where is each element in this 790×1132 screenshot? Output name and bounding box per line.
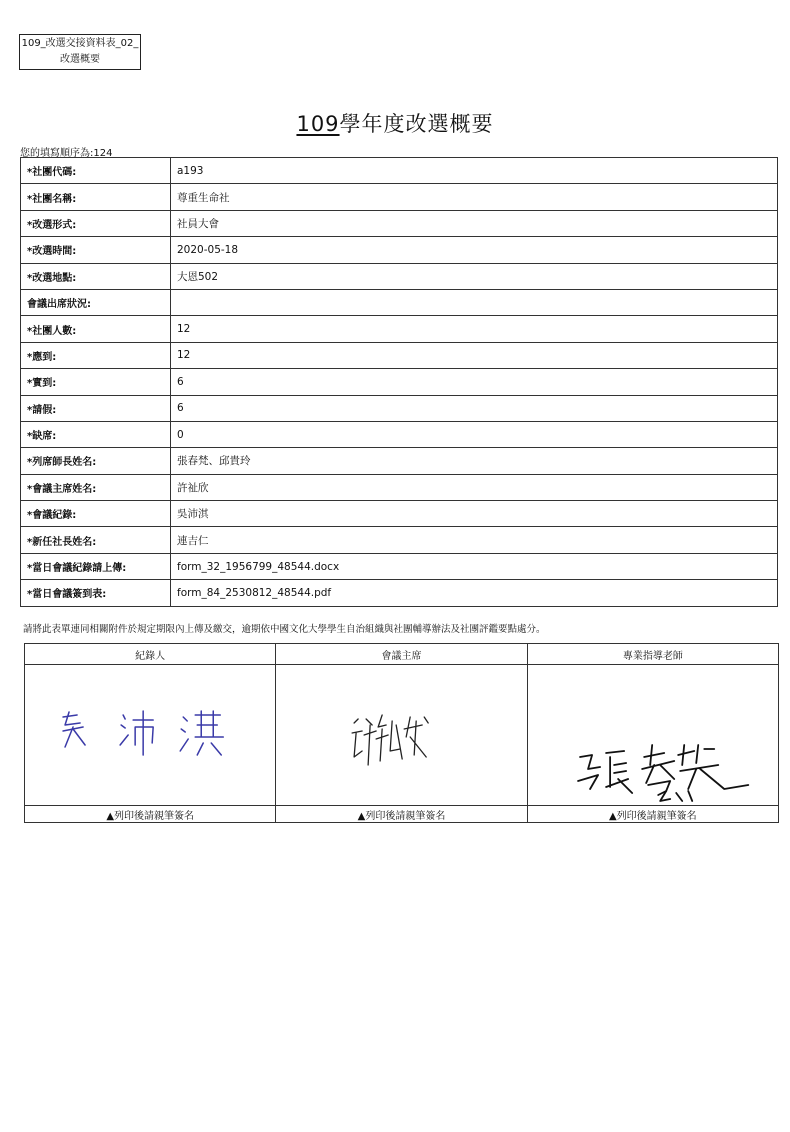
- field-label: *社團名稱:: [21, 184, 171, 210]
- signature-header-advisor: 專業指導老師: [527, 644, 778, 665]
- info-row: [21, 421, 778, 447]
- signature-footer-chair: ▲列印後請親筆簽名: [276, 806, 527, 823]
- fill-order-text: 您的填寫順序為:124: [20, 148, 113, 159]
- field-label: *社團人數:: [21, 316, 171, 342]
- info-row: [21, 527, 778, 553]
- signature-box-recorder: [25, 665, 276, 806]
- field-value: form_32_1956799_48544.docx: [171, 553, 778, 579]
- info-row: [21, 553, 778, 579]
- info-row: [21, 184, 778, 210]
- field-value: a193: [171, 158, 778, 184]
- field-value: 許祉欣: [171, 474, 778, 500]
- signature-header-chair: 會議主席: [276, 644, 527, 665]
- field-value: 6: [171, 369, 778, 395]
- field-label: 會議出席狀況:: [21, 289, 171, 315]
- handwritten-signature-chair: [276, 665, 526, 805]
- document-code-line1: 109_改選交接資料表_02_: [21, 38, 139, 49]
- field-label: *缺席:: [21, 421, 171, 447]
- field-value: 社員大會: [171, 210, 778, 236]
- title-text: 學年度改選概要: [339, 112, 494, 136]
- document-code-label: [19, 34, 141, 70]
- field-label: *改選形式:: [21, 210, 171, 236]
- title-year: 109: [296, 112, 340, 136]
- info-row: [21, 237, 778, 263]
- handwritten-signature-recorder: [25, 665, 275, 805]
- info-row: [21, 263, 778, 289]
- field-label: *新任社長姓名:: [21, 527, 171, 553]
- document-code-line2: 改選概要: [60, 54, 100, 65]
- field-value: 6: [171, 395, 778, 421]
- info-row: [21, 210, 778, 236]
- page-title: [0, 108, 790, 138]
- signature-box-advisor: [527, 665, 778, 806]
- field-label: *會議紀錄:: [21, 501, 171, 527]
- signature-table: [24, 643, 779, 823]
- notice-text: 請將此表單連同相關附件於規定期限內上傳及繳交，逾期依中國文化大學學生自治組織與社團輔導辦法及社團評鑑要點處分。: [23, 624, 546, 635]
- field-value: 12: [171, 316, 778, 342]
- signature-box-chair: [276, 665, 527, 806]
- info-row: [21, 395, 778, 421]
- field-label: *應到:: [21, 342, 171, 368]
- signature-footer-recorder: ▲列印後請親筆簽名: [25, 806, 276, 823]
- field-label: *列席師長姓名:: [21, 448, 171, 474]
- field-value: form_84_2530812_48544.pdf: [171, 580, 778, 606]
- info-row: [21, 316, 778, 342]
- field-label: *社團代碼:: [21, 158, 171, 184]
- field-value: 吳沛淇: [171, 501, 778, 527]
- field-label: *會議主席姓名:: [21, 474, 171, 500]
- field-label: *當日會議簽到表:: [21, 580, 171, 606]
- info-row: [21, 448, 778, 474]
- election-info-table: [20, 157, 778, 607]
- field-label: *請假:: [21, 395, 171, 421]
- signature-footer-advisor: ▲列印後請親筆簽名: [527, 806, 778, 823]
- field-value: 尊重生命社: [171, 184, 778, 210]
- info-row: [21, 369, 778, 395]
- signature-header-recorder: 紀錄人: [25, 644, 276, 665]
- info-row: [21, 289, 778, 315]
- info-row: [21, 474, 778, 500]
- field-value: 大恩502: [171, 263, 778, 289]
- field-value: 2020-05-18: [171, 237, 778, 263]
- field-value: 0: [171, 421, 778, 447]
- info-row: [21, 580, 778, 606]
- field-value: [171, 289, 778, 315]
- info-row: [21, 342, 778, 368]
- field-label: *當日會議紀錄請上傳:: [21, 553, 171, 579]
- field-label: *改選時間:: [21, 237, 171, 263]
- field-value: 張春梵、邱貴玲: [171, 448, 778, 474]
- field-value: 連吉仁: [171, 527, 778, 553]
- handwritten-signature-advisor: [528, 665, 778, 805]
- info-row: [21, 501, 778, 527]
- field-label: *改選地點:: [21, 263, 171, 289]
- field-value: 12: [171, 342, 778, 368]
- info-row: [21, 158, 778, 184]
- field-label: *實到:: [21, 369, 171, 395]
